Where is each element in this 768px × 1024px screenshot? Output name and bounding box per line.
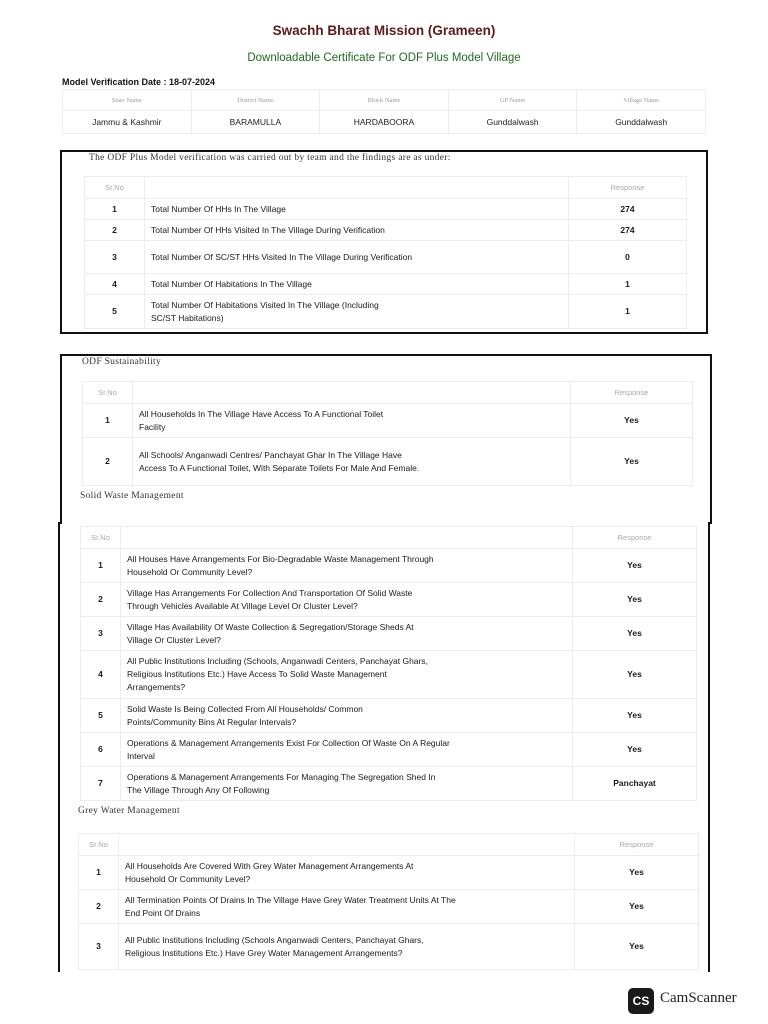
table-row <box>79 856 699 890</box>
row-response: 0 <box>569 241 687 274</box>
location-header-cell: District Name <box>191 90 320 111</box>
question-header <box>145 177 569 199</box>
section-border-right <box>708 522 710 972</box>
table-row <box>85 199 687 220</box>
location-header-cell: Village Name <box>577 90 706 111</box>
row-question: Village Has Arrangements For Collection And Transportation Of Solid Waste Through Vehicles Available At Village Level Or Cluster Level? <box>121 583 573 617</box>
row-response: 1 <box>569 274 687 295</box>
row-srno: 1 <box>81 549 121 583</box>
location-value-row <box>63 111 706 134</box>
row-response: Yes <box>573 583 697 617</box>
response-header: Response <box>569 177 687 199</box>
odf-sustainability-table <box>82 381 693 486</box>
table-header-row <box>83 382 693 404</box>
question-header <box>133 382 571 404</box>
row-response: Yes <box>571 404 693 438</box>
location-header-row <box>63 90 706 111</box>
camscanner-watermark: CamScanner <box>660 990 737 1006</box>
response-header: Response <box>571 382 693 404</box>
grey-water-table <box>78 833 699 970</box>
row-srno: 4 <box>81 651 121 699</box>
table-row <box>81 699 697 733</box>
row-question: Solid Waste Is Being Collected From All Households/ Common Points/Community Bins At Regular Intervals? <box>121 699 573 733</box>
table-row <box>85 220 687 241</box>
row-srno: 6 <box>81 733 121 767</box>
table-row <box>85 274 687 295</box>
table-row <box>83 438 693 486</box>
row-response: Panchayat <box>573 767 697 801</box>
row-srno: 2 <box>79 890 119 924</box>
row-response: Yes <box>573 651 697 699</box>
row-srno: 3 <box>81 617 121 651</box>
location-header-cell: State Name <box>63 90 192 111</box>
table-header-row <box>79 834 699 856</box>
row-question: All Households Are Covered With Grey Water Management Arrangements At Household Or Community Level? <box>119 856 575 890</box>
row-srno: 5 <box>81 699 121 733</box>
response-header: Response <box>573 527 697 549</box>
findings-title: The ODF Plus Model verification was carried out by team and the findings are as under: <box>89 153 451 163</box>
table-row <box>81 549 697 583</box>
srno-header: Sr.No <box>83 382 133 404</box>
location-table <box>62 89 706 134</box>
srno-header: Sr.No <box>85 177 145 199</box>
location-header-cell: Block Name <box>320 90 449 111</box>
question-header <box>119 834 575 856</box>
location-header-cell: GP Name <box>448 90 577 111</box>
srno-header: Sr.No <box>81 527 121 549</box>
row-srno: 3 <box>85 241 145 274</box>
odf-sustainability-title: ODF Sustainability <box>82 357 162 367</box>
row-response: 1 <box>569 295 687 329</box>
row-srno: 2 <box>81 583 121 617</box>
village-name-value: Gunddalwash <box>577 111 706 134</box>
row-question: All Households In The Village Have Access To A Functional Toilet Facility <box>133 404 571 438</box>
row-srno: 2 <box>85 220 145 241</box>
table-row <box>85 295 687 329</box>
response-header: Response <box>575 834 699 856</box>
row-question: All Public Institutions Including (Schools, Anganwadi Centers, Panchayat Ghars, Religious Institutions Etc.) Have Access To Solid Waste Management Arrangements? <box>121 651 573 699</box>
camscanner-logo-icon: CS <box>628 988 654 1014</box>
row-question: Total Number Of Habitations Visited In The Village (Including SC/ST Habitations) <box>145 295 569 329</box>
table-row <box>83 404 693 438</box>
row-srno: 2 <box>83 438 133 486</box>
question-header <box>121 527 573 549</box>
row-srno: 1 <box>85 199 145 220</box>
table-row <box>79 924 699 970</box>
table-row <box>85 241 687 274</box>
row-question: All Public Institutions Including (Schools Anganwadi Centers, Panchayat Ghars, Religious Institutions Etc.) Have Grey Water Management Arrangements? <box>119 924 575 970</box>
row-response: 274 <box>569 199 687 220</box>
row-question: Total Number Of SC/ST HHs Visited In The Village During Verification <box>145 241 569 274</box>
row-response: Yes <box>573 733 697 767</box>
table-row <box>81 617 697 651</box>
row-response: Yes <box>575 856 699 890</box>
row-srno: 3 <box>79 924 119 970</box>
row-question: Village Has Availability Of Waste Collection & Segregation/Storage Sheds At Village Or Cluster Level? <box>121 617 573 651</box>
row-srno: 4 <box>85 274 145 295</box>
section-border-left <box>58 522 60 972</box>
document-title: Swachh Bharat Mission (Grameen) <box>272 23 496 38</box>
row-response: 274 <box>569 220 687 241</box>
row-question: All Houses Have Arrangements For Bio-Degradable Waste Management Through Household Or Community Level? <box>121 549 573 583</box>
state-name-value: Jammu & Kashmir <box>63 111 192 134</box>
row-srno: 7 <box>81 767 121 801</box>
block-name-value: HARDABOORA <box>320 111 449 134</box>
row-response: Yes <box>573 549 697 583</box>
verification-date: Model Verification Date : 18-07-2024 <box>62 77 216 87</box>
row-question: All Termination Points Of Drains In The Village Have Grey Water Treatment Units At The End Point Of Drains <box>119 890 575 924</box>
table-row <box>81 583 697 617</box>
row-question: Operations & Management Arrangements Exist For Collection Of Waste On A Regular Interval <box>121 733 573 767</box>
row-question: Operations & Management Arrangements For Managing The Segregation Shed In The Village Through Any Of Following <box>121 767 573 801</box>
row-question: Total Number Of HHs In The Village <box>145 199 569 220</box>
row-response: Yes <box>573 699 697 733</box>
row-response: Yes <box>575 890 699 924</box>
srno-header: Sr.No <box>79 834 119 856</box>
row-srno: 1 <box>79 856 119 890</box>
gp-name-value: Gunddalwash <box>448 111 577 134</box>
row-question: Total Number Of Habitations In The Village <box>145 274 569 295</box>
table-row <box>81 651 697 699</box>
row-response: Yes <box>575 924 699 970</box>
row-srno: 5 <box>85 295 145 329</box>
solid-waste-table <box>80 526 697 801</box>
row-question: Total Number Of HHs Visited In The Village During Verification <box>145 220 569 241</box>
row-question: All Schools/ Anganwadi Centres/ Panchayat Ghar In The Village Have Access To A Functional Toilet, With Separate Toilets For Male And Female. <box>133 438 571 486</box>
findings-table <box>84 176 687 329</box>
row-response: Yes <box>571 438 693 486</box>
document-subtitle: Downloadable Certificate For ODF Plus Model Village <box>247 52 521 64</box>
table-header-row <box>85 177 687 199</box>
row-response: Yes <box>573 617 697 651</box>
district-name-value: BARAMULLA <box>191 111 320 134</box>
table-row <box>81 767 697 801</box>
table-header-row <box>81 527 697 549</box>
row-srno: 1 <box>83 404 133 438</box>
solid-waste-title: Solid Waste Management <box>80 491 184 501</box>
table-row <box>79 890 699 924</box>
table-row <box>81 733 697 767</box>
grey-water-title: Grey Water Management <box>78 806 180 816</box>
